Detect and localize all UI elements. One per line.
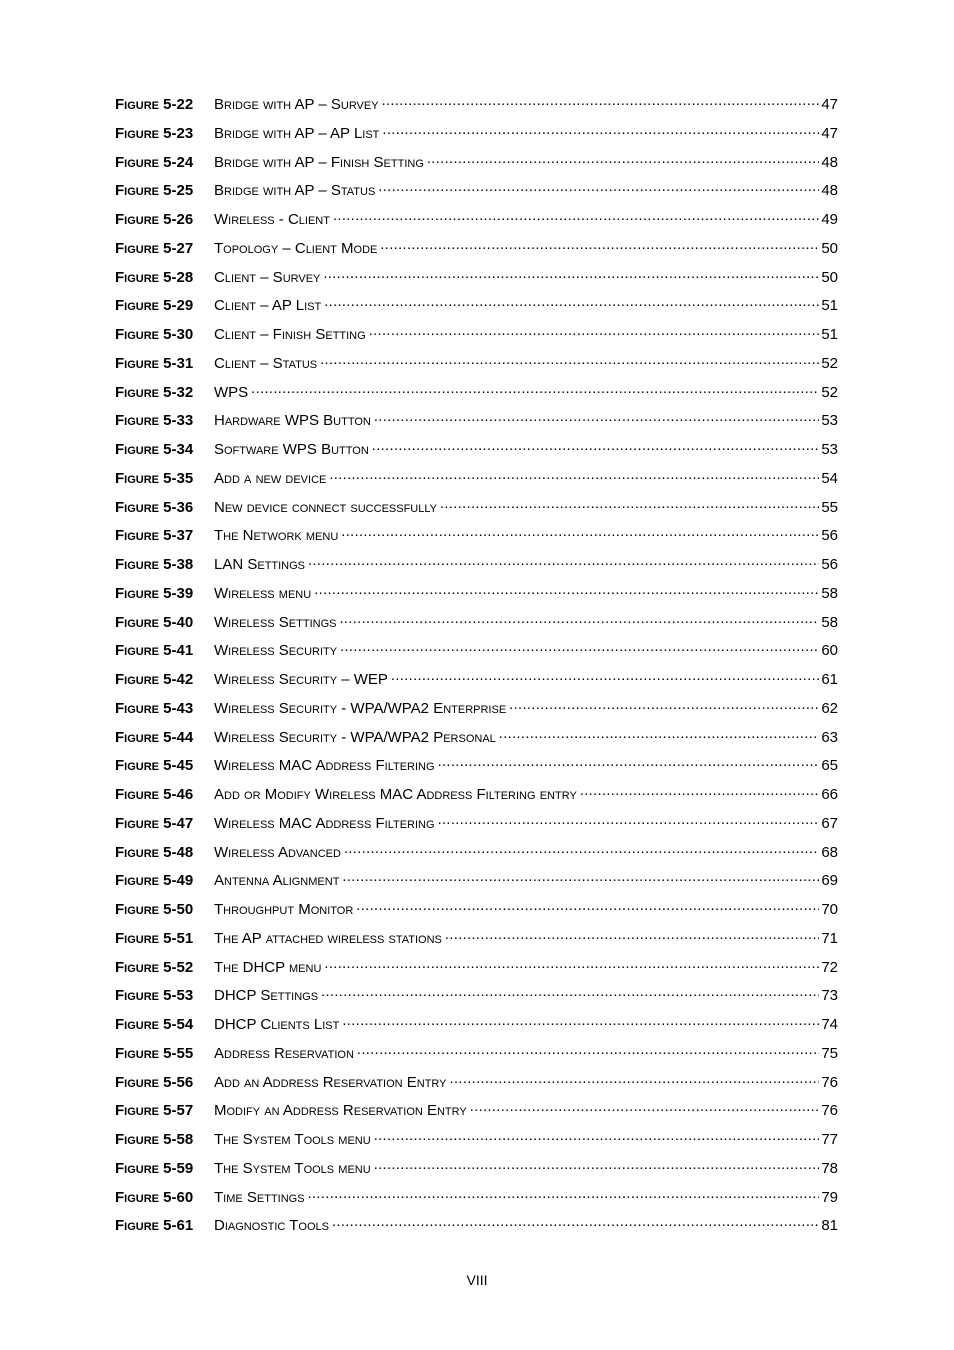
figure-title: Bridge with AP – Finish Setting bbox=[214, 153, 424, 171]
dot-leader bbox=[308, 1188, 820, 1202]
figure-page-number: 75 bbox=[821, 1044, 838, 1062]
figure-page-number: 50 bbox=[821, 268, 838, 286]
figure-title: Add an Address Reservation Entry bbox=[214, 1073, 447, 1091]
dot-leader bbox=[438, 814, 820, 828]
toc-entry[interactable] bbox=[115, 1158, 838, 1187]
toc-entry[interactable] bbox=[115, 382, 838, 411]
figure-label: Figure 5-48 bbox=[115, 843, 194, 861]
dot-leader bbox=[323, 268, 819, 282]
toc-entry[interactable] bbox=[115, 612, 838, 641]
figure-label: Figure 5-57 bbox=[115, 1102, 194, 1120]
figure-label: Figure 5-24 bbox=[115, 153, 194, 171]
figure-title: Time Settings bbox=[214, 1188, 305, 1206]
figure-label: Figure 5-41 bbox=[115, 642, 194, 660]
toc-entry[interactable] bbox=[115, 180, 838, 209]
dot-leader bbox=[324, 958, 819, 972]
toc-entry[interactable] bbox=[115, 152, 838, 181]
figure-label: Figure 5-47 bbox=[115, 814, 194, 832]
figure-label: Figure 5-58 bbox=[115, 1131, 194, 1148]
figure-label: Figure 5-38 bbox=[115, 556, 194, 573]
dot-leader bbox=[499, 728, 820, 742]
figure-title: Hardware WPS Button bbox=[214, 412, 371, 430]
figure-page-number: 52 bbox=[821, 354, 838, 372]
figure-title: WPS bbox=[214, 383, 249, 401]
figure-label: Figure 5-42 bbox=[115, 671, 194, 688]
figure-title: New device connect successfully bbox=[214, 498, 437, 516]
figure-title: Wireless Advanced bbox=[214, 843, 341, 861]
figure-page-number: 56 bbox=[821, 556, 838, 573]
figure-label: Figure 5-55 bbox=[115, 1044, 194, 1062]
figure-title: Software WPS Button bbox=[214, 441, 369, 458]
figure-page-number: 70 bbox=[821, 901, 838, 918]
dot-leader bbox=[333, 210, 819, 224]
figure-label: Figure 5-40 bbox=[115, 613, 194, 631]
figure-title: Throughput Monitor bbox=[214, 901, 354, 918]
figure-page-number: 81 bbox=[821, 1217, 838, 1235]
dot-leader bbox=[378, 181, 819, 195]
toc-entry[interactable] bbox=[115, 870, 838, 899]
figure-title: Add or Modify Wireless MAC Address Filtering entry bbox=[214, 786, 577, 803]
dot-leader bbox=[374, 411, 819, 425]
toc-entry[interactable] bbox=[115, 209, 838, 238]
dot-leader bbox=[332, 1216, 819, 1230]
toc-entry[interactable] bbox=[115, 353, 838, 382]
toc-entry[interactable] bbox=[115, 899, 838, 928]
figure-label: Figure 5-36 bbox=[115, 498, 194, 516]
figure-page-number: 48 bbox=[821, 153, 838, 171]
figure-title: Client – Status bbox=[214, 354, 318, 372]
dot-leader bbox=[382, 95, 820, 109]
toc-entry[interactable] bbox=[115, 957, 838, 986]
toc-entry[interactable] bbox=[115, 1072, 838, 1101]
toc-entry[interactable] bbox=[115, 755, 838, 784]
toc-entry[interactable] bbox=[115, 813, 838, 842]
figure-title: Bridge with AP – Survey bbox=[214, 96, 379, 113]
figure-title: Client – AP List bbox=[214, 297, 322, 315]
toc-entry[interactable] bbox=[115, 1129, 838, 1158]
toc-entry[interactable] bbox=[115, 1100, 838, 1129]
dot-leader bbox=[372, 440, 820, 454]
figure-label: Figure 5-39 bbox=[115, 584, 194, 602]
figure-page-number: 49 bbox=[821, 211, 838, 228]
dot-leader bbox=[470, 1101, 820, 1115]
figure-label: Figure 5-32 bbox=[115, 383, 194, 401]
dot-leader bbox=[391, 670, 819, 684]
toc-entry[interactable] bbox=[115, 1043, 838, 1072]
figure-title: Diagnostic Tools bbox=[214, 1217, 329, 1235]
figure-title: Topology – Client Mode bbox=[214, 239, 378, 257]
figure-page-number: 52 bbox=[821, 383, 838, 401]
toc-entry[interactable] bbox=[115, 267, 838, 296]
figure-title: The Network menu bbox=[214, 527, 339, 545]
figure-label: Figure 5-30 bbox=[115, 326, 194, 343]
figure-title: The DHCP menu bbox=[214, 958, 322, 976]
figure-title: Wireless Security - WPA/WPA2 Enterprise bbox=[214, 699, 507, 717]
dot-leader bbox=[329, 469, 819, 483]
figure-page-number: 79 bbox=[821, 1188, 838, 1206]
dot-leader bbox=[438, 756, 820, 770]
toc-entry[interactable] bbox=[115, 468, 838, 497]
toc-entry[interactable] bbox=[115, 238, 838, 267]
figure-label: Figure 5-46 bbox=[115, 786, 194, 803]
dot-leader bbox=[314, 584, 819, 598]
figure-page-number: 72 bbox=[821, 958, 838, 976]
figure-label: Figure 5-51 bbox=[115, 929, 194, 947]
figure-title: DHCP Settings bbox=[214, 987, 319, 1005]
figure-page-number: 76 bbox=[821, 1073, 838, 1091]
figure-label: Figure 5-28 bbox=[115, 268, 194, 286]
dot-leader bbox=[344, 843, 819, 857]
figure-page-number: 53 bbox=[821, 412, 838, 430]
figure-page-number: 50 bbox=[821, 239, 838, 257]
dot-leader bbox=[251, 383, 819, 397]
figure-label: Figure 5-54 bbox=[115, 1016, 194, 1033]
figure-label: Figure 5-49 bbox=[115, 872, 194, 890]
toc-entry[interactable] bbox=[115, 324, 838, 353]
dot-leader bbox=[380, 239, 819, 253]
figure-label: Figure 5-53 bbox=[115, 987, 194, 1005]
dot-leader bbox=[450, 1073, 820, 1087]
figure-label: Figure 5-59 bbox=[115, 1159, 194, 1177]
figure-title: The System Tools menu bbox=[214, 1131, 371, 1148]
toc-entry[interactable] bbox=[115, 669, 838, 698]
toc-entry[interactable] bbox=[115, 1014, 838, 1043]
dot-leader bbox=[445, 929, 819, 943]
toc-entry[interactable] bbox=[115, 525, 838, 554]
list-of-figures bbox=[115, 94, 838, 1244]
toc-entry[interactable] bbox=[115, 94, 838, 123]
figure-page-number: 47 bbox=[821, 96, 838, 113]
toc-entry[interactable] bbox=[115, 1187, 838, 1216]
figure-page-number: 58 bbox=[821, 584, 838, 602]
figure-title: Wireless Security bbox=[214, 642, 338, 660]
dot-leader bbox=[369, 325, 820, 339]
dot-leader bbox=[356, 900, 819, 914]
figure-title: Wireless - Client bbox=[214, 211, 330, 228]
figure-page-number: 60 bbox=[821, 642, 838, 660]
figure-title: DHCP Clients List bbox=[214, 1016, 340, 1033]
figure-page-number: 53 bbox=[821, 441, 838, 458]
page-number: VIII bbox=[466, 1272, 488, 1288]
dot-leader bbox=[324, 296, 819, 310]
figure-title: LAN Settings bbox=[214, 556, 306, 573]
toc-entry[interactable] bbox=[115, 583, 838, 612]
dot-leader bbox=[357, 1044, 819, 1058]
toc-entry[interactable] bbox=[115, 439, 838, 468]
dot-leader bbox=[342, 1015, 819, 1029]
dot-leader bbox=[339, 613, 819, 627]
figure-title: Wireless Settings bbox=[214, 613, 337, 631]
figure-label: Figure 5-25 bbox=[115, 182, 194, 200]
figure-title: Wireless MAC Address Filtering bbox=[214, 757, 435, 775]
figure-page-number: 71 bbox=[821, 929, 838, 947]
figure-title: Wireless Security - WPA/WPA2 Personal bbox=[214, 728, 496, 746]
figure-title: Client – Survey bbox=[214, 268, 321, 286]
toc-entry[interactable] bbox=[115, 295, 838, 324]
figure-label: Figure 5-37 bbox=[115, 527, 194, 545]
figure-label: Figure 5-29 bbox=[115, 297, 194, 315]
figure-page-number: 69 bbox=[821, 872, 838, 890]
toc-entry[interactable] bbox=[115, 1215, 838, 1244]
figure-page-number: 68 bbox=[821, 843, 838, 861]
toc-entry[interactable] bbox=[115, 842, 838, 871]
figure-title: Modify an Address Reservation Entry bbox=[214, 1102, 467, 1120]
dot-leader bbox=[320, 354, 819, 368]
figure-label: Figure 5-27 bbox=[115, 239, 194, 257]
dot-leader bbox=[308, 555, 819, 569]
figure-page-number: 61 bbox=[821, 671, 838, 688]
dot-leader bbox=[427, 153, 819, 167]
figure-page-number: 65 bbox=[821, 757, 838, 775]
figure-label: Figure 5-43 bbox=[115, 699, 194, 717]
figure-title: Bridge with AP – AP List bbox=[214, 124, 380, 142]
figure-page-number: 76 bbox=[821, 1102, 838, 1120]
figure-title: Client – Finish Setting bbox=[214, 326, 366, 343]
figure-page-number: 54 bbox=[821, 469, 838, 487]
toc-entry[interactable] bbox=[115, 928, 838, 957]
figure-label: Figure 5-60 bbox=[115, 1188, 194, 1206]
toc-entry[interactable] bbox=[115, 123, 838, 152]
dot-leader bbox=[342, 871, 819, 885]
figure-page-number: 48 bbox=[821, 182, 838, 200]
figure-page-number: 73 bbox=[821, 987, 838, 1005]
figure-page-number: 47 bbox=[821, 124, 838, 142]
figure-label: Figure 5-44 bbox=[115, 728, 194, 746]
dot-leader bbox=[509, 699, 819, 713]
figure-label: Figure 5-50 bbox=[115, 901, 194, 918]
toc-entry[interactable] bbox=[115, 497, 838, 526]
toc-entry[interactable] bbox=[115, 410, 838, 439]
figure-title: Address Reservation bbox=[214, 1044, 354, 1062]
figure-title: Bridge with AP – Status bbox=[214, 182, 376, 200]
dot-leader bbox=[382, 124, 819, 138]
figure-page-number: 78 bbox=[821, 1159, 838, 1177]
dot-leader bbox=[374, 1159, 820, 1173]
dot-leader bbox=[321, 986, 819, 1000]
figure-title: Wireless Security – WEP bbox=[214, 671, 388, 688]
figure-label: Figure 5-35 bbox=[115, 469, 194, 487]
figure-page-number: 74 bbox=[821, 1016, 838, 1033]
figure-page-number: 63 bbox=[821, 728, 838, 746]
figure-title: Add a new device bbox=[214, 469, 327, 487]
figure-label: Figure 5-45 bbox=[115, 757, 194, 775]
figure-label: Figure 5-31 bbox=[115, 354, 194, 372]
figure-label: Figure 5-56 bbox=[115, 1073, 194, 1091]
figure-label: Figure 5-26 bbox=[115, 211, 194, 228]
toc-entry[interactable] bbox=[115, 784, 838, 813]
figure-title: Wireless MAC Address Filtering bbox=[214, 814, 435, 832]
figure-label: Figure 5-33 bbox=[115, 412, 194, 430]
figure-title: Antenna Alignment bbox=[214, 872, 340, 890]
figure-page-number: 66 bbox=[821, 786, 838, 803]
figure-label: Figure 5-61 bbox=[115, 1217, 194, 1235]
figure-page-number: 77 bbox=[821, 1131, 838, 1148]
dot-leader bbox=[440, 498, 819, 512]
figure-title: The System Tools menu bbox=[214, 1159, 371, 1177]
figure-label: Figure 5-22 bbox=[115, 96, 194, 113]
toc-entry[interactable] bbox=[115, 698, 838, 727]
figure-page-number: 56 bbox=[821, 527, 838, 545]
figure-page-number: 51 bbox=[821, 326, 838, 343]
figure-page-number: 58 bbox=[821, 613, 838, 631]
dot-leader bbox=[340, 641, 819, 655]
figure-label: Figure 5-23 bbox=[115, 124, 194, 142]
figure-title: The AP attached wireless stations bbox=[214, 929, 442, 947]
dot-leader bbox=[341, 526, 819, 540]
toc-entry[interactable] bbox=[115, 985, 838, 1014]
figure-page-number: 55 bbox=[821, 498, 838, 516]
figure-title: Wireless menu bbox=[214, 584, 312, 602]
figure-label: Figure 5-52 bbox=[115, 958, 194, 976]
toc-entry[interactable] bbox=[115, 554, 838, 583]
toc-entry[interactable] bbox=[115, 727, 838, 756]
toc-entry[interactable] bbox=[115, 640, 838, 669]
figure-page-number: 62 bbox=[821, 699, 838, 717]
figure-page-number: 51 bbox=[821, 297, 838, 315]
figure-page-number: 67 bbox=[821, 814, 838, 832]
dot-leader bbox=[580, 785, 820, 799]
figure-label: Figure 5-34 bbox=[115, 441, 194, 458]
dot-leader bbox=[374, 1130, 820, 1144]
